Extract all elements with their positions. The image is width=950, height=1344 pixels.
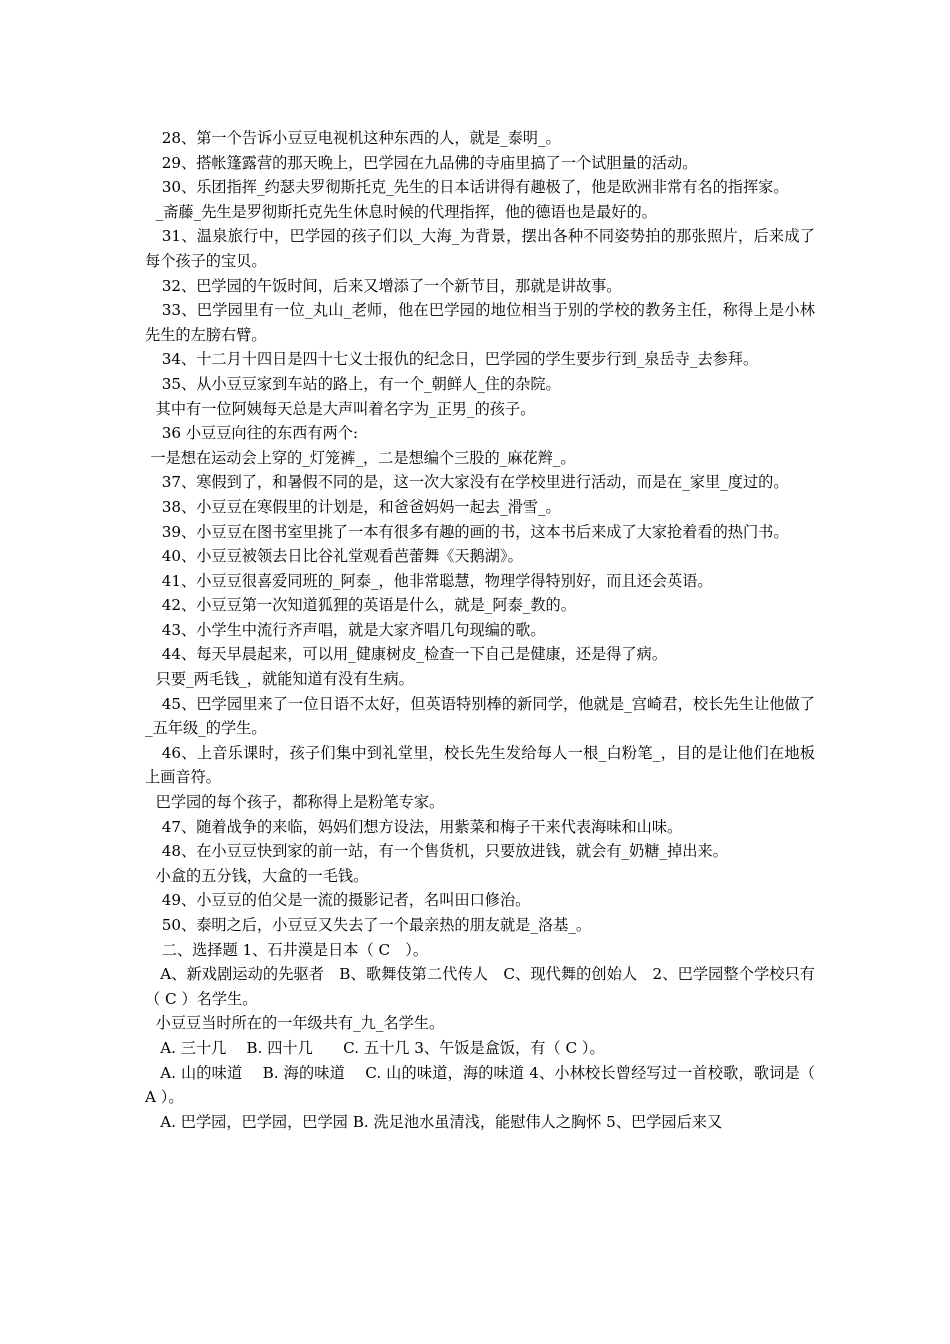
text-line-48: 48、在小豆豆快到家的前一站，有一个售货机，只要放进钱，就会有_奶糖_掉出来。 xyxy=(161,842,728,861)
text-line-50: 50、泰明之后，小豆豆又失去了一个最亲热的朋友就是_洛基_。 xyxy=(161,916,592,934)
text-line-43: 43、小学生中流行齐声唱，就是大家齐唱几句现编的歌。 xyxy=(161,620,546,639)
text-line-29: 29、搭帐篷露营的那天晚上，巴学园在九品佛的寺庙里搞了一个试胆量的活动。 xyxy=(161,153,698,172)
choice-line-1: A、新戏剧运动的先驱者 B、歌舞伎第二代传人 C、现代舞的创始人 2、巴学园整个学校只有（ C ）名学生。 xyxy=(145,965,815,1008)
text-line-31: 31、温泉旅行中，巴学园的孩子们以_大海_为背景，摆出各种不同姿势拍的那张照片，后来成了每个孩子的宝贝。 xyxy=(145,227,815,270)
text-line-36: 36 小豆豆向往的东西有两个: xyxy=(161,424,359,443)
section-heading-choice: 二、选择题 1、石井漠是日本（ C ）。 xyxy=(161,940,429,959)
text-line-41: 41、小豆豆很喜爱同班的_阿泰_，他非常聪慧，物理学得特别好，而且还会英语。 xyxy=(161,571,713,590)
text-line-36-sub: 一是想在运动会上穿的_灯笼裤_，二是想编个三股的_麻花辫_。 xyxy=(150,448,576,467)
text-line-40: 40、小豆豆被领去日比谷礼堂观看芭蕾舞《天鹅湖》。 xyxy=(161,547,523,566)
text-line-44-sub: 只要_两毛钱_，就能知道有没有生病。 xyxy=(155,670,414,689)
choice-line-5: A. 巴学园，巴学园，巴学园 B. 洗足池水虽清浅，能慰伟人之胸怀 5、巴学园后来又 xyxy=(160,1112,723,1131)
choice-line-3: A. 三十几 B. 四十几 C. 五十几 3、午饭是盒饭，有（ C ）。 xyxy=(160,1038,605,1057)
text-line-49: 49、小豆豆的伯父是一流的摄影记者，名叫田口修治。 xyxy=(161,891,531,910)
text-line-35-sub: 其中有一位阿姨每天总是大声叫着名字为_正男_的孩子。 xyxy=(155,399,536,418)
text-line-46: 46、上音乐课时，孩子们集中到礼堂里，校长先生发给每人一根_白粉笔_，目的是让他们在地板上画音符。 xyxy=(145,743,815,787)
document-page xyxy=(145,126,815,1134)
choice-line-2-sub: 小豆豆当时所在的一年级共有_九_名学生。 xyxy=(155,1014,445,1033)
text-line-48-sub: 小盒的五分钱，大盒的一毛钱。 xyxy=(155,866,369,885)
text-line-38: 38、小豆豆在寒假里的计划是，和爸爸妈妈一起去_滑雪_。 xyxy=(161,497,561,516)
text-line-28: 28、第一个告诉小豆豆电视机这种东西的人，就是_泰明_。 xyxy=(161,129,561,147)
text-line-30-sub: _斋藤_先生是罗彻斯托克先生休息时候的代理指挥，他的德语也是最好的。 xyxy=(155,202,657,221)
text-line-34: 34、十二月十四日是四十七义士报仇的纪念日，巴学园的学生要步行到_泉岳寺_去参拜。 xyxy=(161,350,759,369)
text-line-42: 42、小豆豆第一次知道狐狸的英语是什么，就是_阿泰_教的。 xyxy=(161,596,576,615)
text-line-45: 45、巴学园里来了一位日语不太好，但英语特别棒的新同学，他就是_宫崎君，校长先生让他做了_五年级_的学生。 xyxy=(145,694,815,738)
text-line-39: 39、小豆豆在图书室里挑了一本有很多有趣的画的书，这本书后来成了大家抢着看的热门书。 xyxy=(161,522,789,541)
text-line-33: 33、巴学园里有一位_丸山_老师，他在巴学园的地位相当于别的学校的教务主任，称得上是小林先生的左膀右臂。 xyxy=(145,301,815,344)
text-line-46-sub: 巴学园的每个孩子，都称得上是粉笔专家。 xyxy=(155,793,445,812)
text-line-35: 35、从小豆豆家到车站的路上，有一个_朝鲜人_住的杂院。 xyxy=(161,374,561,393)
text-line-30: 30、乐团指挥_约瑟夫罗彻斯托克_先生的日本话讲得有趣极了，他是欧洲非常有名的指挥家。 xyxy=(161,178,789,197)
text-line-47: 47、随着战争的来临，妈妈们想方设法，用紫菜和梅子干来代表海味和山味。 xyxy=(161,817,683,836)
text-line-44: 44、每天早晨起来，可以用_健康树皮_检查一下自己是健康，还是得了病。 xyxy=(161,645,668,664)
text-line-37: 37、寒假到了，和暑假不同的是，这一次大家没有在学校里进行活动，而是在_家里_度过的。 xyxy=(161,473,789,492)
choice-line-4: A. 山的味道 B. 海的味道 C. 山的味道，海的味道 4、小林校长曾经写过一首校歌，歌词是（ A ）。 xyxy=(145,1063,815,1107)
text-line-32: 32、巴学园的午饭时间，后来又增添了一个新节目，那就是讲故事。 xyxy=(161,276,622,295)
